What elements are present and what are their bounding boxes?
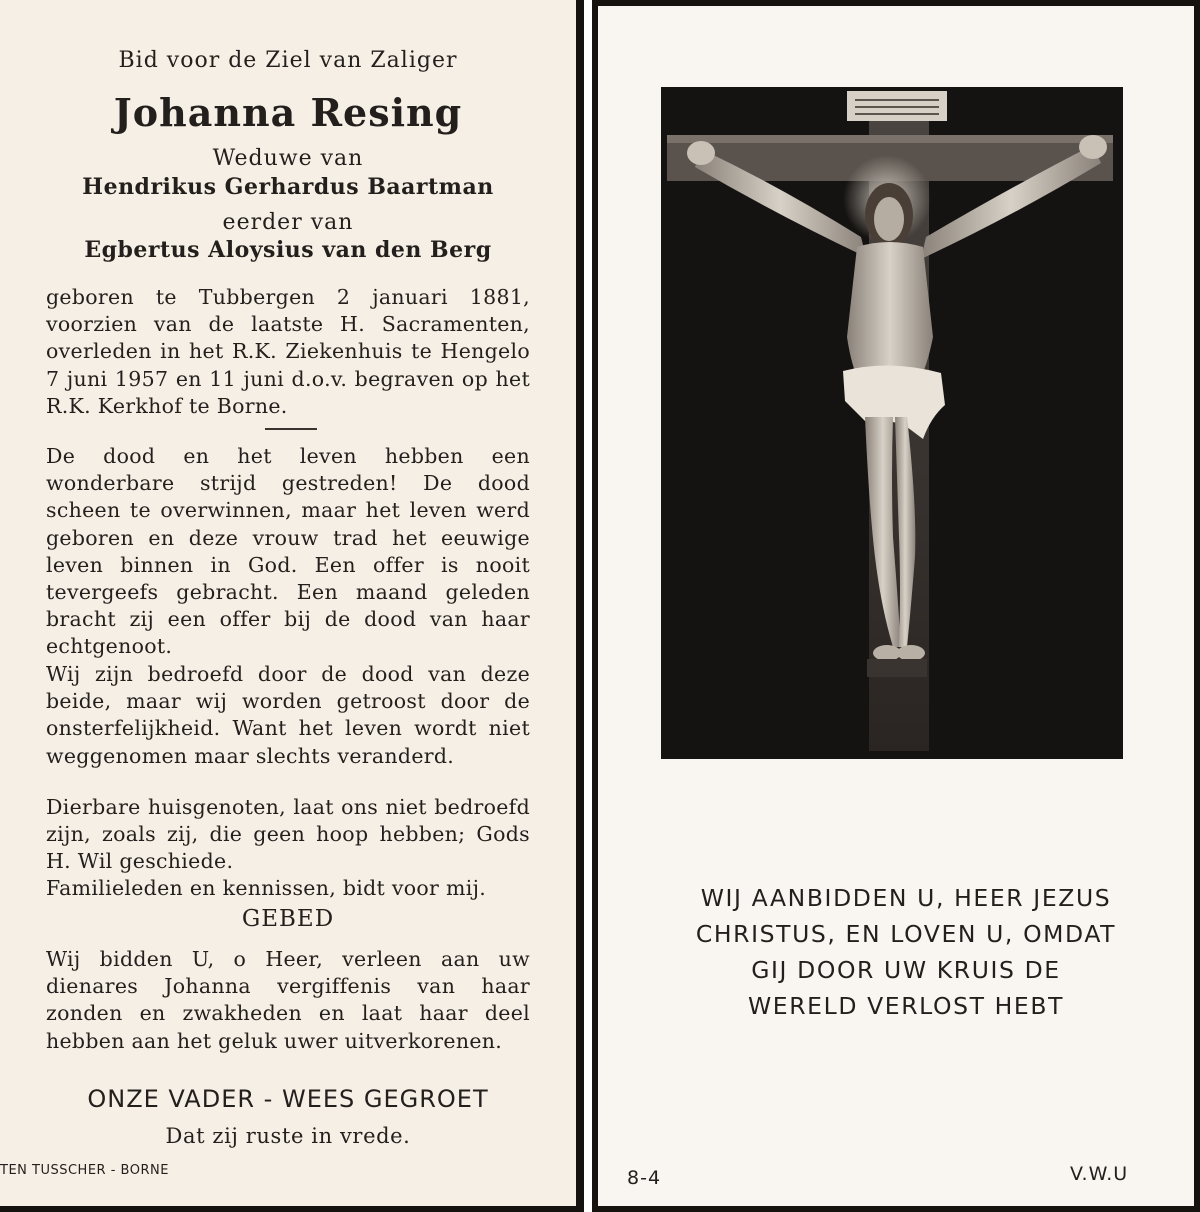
meditation-paragraph-4: Familieleden en kennissen, bidt voor mij. bbox=[46, 876, 487, 900]
memorial-card-text-side bbox=[0, 0, 584, 1212]
printer-imprint: TEN TUSSCHER - BORNE bbox=[0, 1163, 169, 1178]
meditation-paragraph-3: Dierbare huisgenoten, laat ons niet bedroefd zijn, zoals zij, die geen hoop hebben; Gods H. Wil geschiede. bbox=[46, 795, 530, 874]
crucifix-illustration bbox=[661, 87, 1123, 759]
husband-name: Hendrikus Gerhardus Baartman bbox=[82, 174, 494, 200]
verse-line-1: WIJ AANBIDDEN U, HEER JEZUS bbox=[700, 884, 1112, 912]
life-details: geboren te Tubbergen 2 januari 1881, voorzien van de laatste H. Sacramenten, overleden in het R.K. Ziekenhuis te Hengelo 7 juni 1957 en 11 juni d.o.v. begraven op het R.K. Kerkhof te Borne. bbox=[46, 285, 530, 418]
prayer-title: GEBED bbox=[241, 906, 335, 932]
section-divider bbox=[265, 428, 317, 430]
deceased-name: Johanna Resing bbox=[113, 90, 463, 135]
verse-line-2: CHRISTUS, EN LOVEN U, OMDAT bbox=[695, 920, 1117, 948]
previously-label: eerder van bbox=[222, 210, 354, 235]
card-code-left: 8-4 bbox=[627, 1167, 662, 1189]
card-code-right: V.W.U bbox=[1070, 1163, 1129, 1185]
verse-line-3: GIJ DOOR UW KRUIS DE bbox=[751, 956, 1061, 984]
verse-line-4: WERELD VERLOST HEBT bbox=[747, 992, 1065, 1020]
verse-block bbox=[606, 880, 1200, 1024]
first-husband-name: Egbertus Aloysius van den Berg bbox=[84, 237, 492, 263]
crucifix-image bbox=[661, 87, 1123, 759]
widow-of-label: Weduwe van bbox=[212, 146, 364, 171]
invocation-header: Bid voor de Ziel van Zaliger bbox=[118, 48, 458, 73]
meditation-paragraph-2: Wij zijn bedroefd door de dood van deze beide, maar wij worden getroost door de onsterfelijkheid. Want het leven wordt niet weggenomen maar slechts veranderd. bbox=[46, 662, 530, 768]
prayers-line: ONZE VADER - WEES GEGROET bbox=[87, 1085, 489, 1113]
closing-line: Dat zij ruste in vrede. bbox=[165, 1124, 411, 1148]
prayer-text: Wij bidden U, o Heer, verleen aan uw dienares Johanna vergiffenis van haar zonden en zwakheden en laat haar deel hebben aan het geluk uwer uitverkorenen. bbox=[46, 947, 530, 1053]
meditation-paragraph-1: De dood en het leven hebben een wonderbare strijd gestreden! De dood scheen te overwinnen, maar het leven werd geboren en deze vrouw trad het eeuwige leven binnen in God. Een offer is nooit tevergeefs gebracht. Een maand geleden bracht zij een offer bij de dood van haar echtgenoot. bbox=[46, 444, 530, 659]
